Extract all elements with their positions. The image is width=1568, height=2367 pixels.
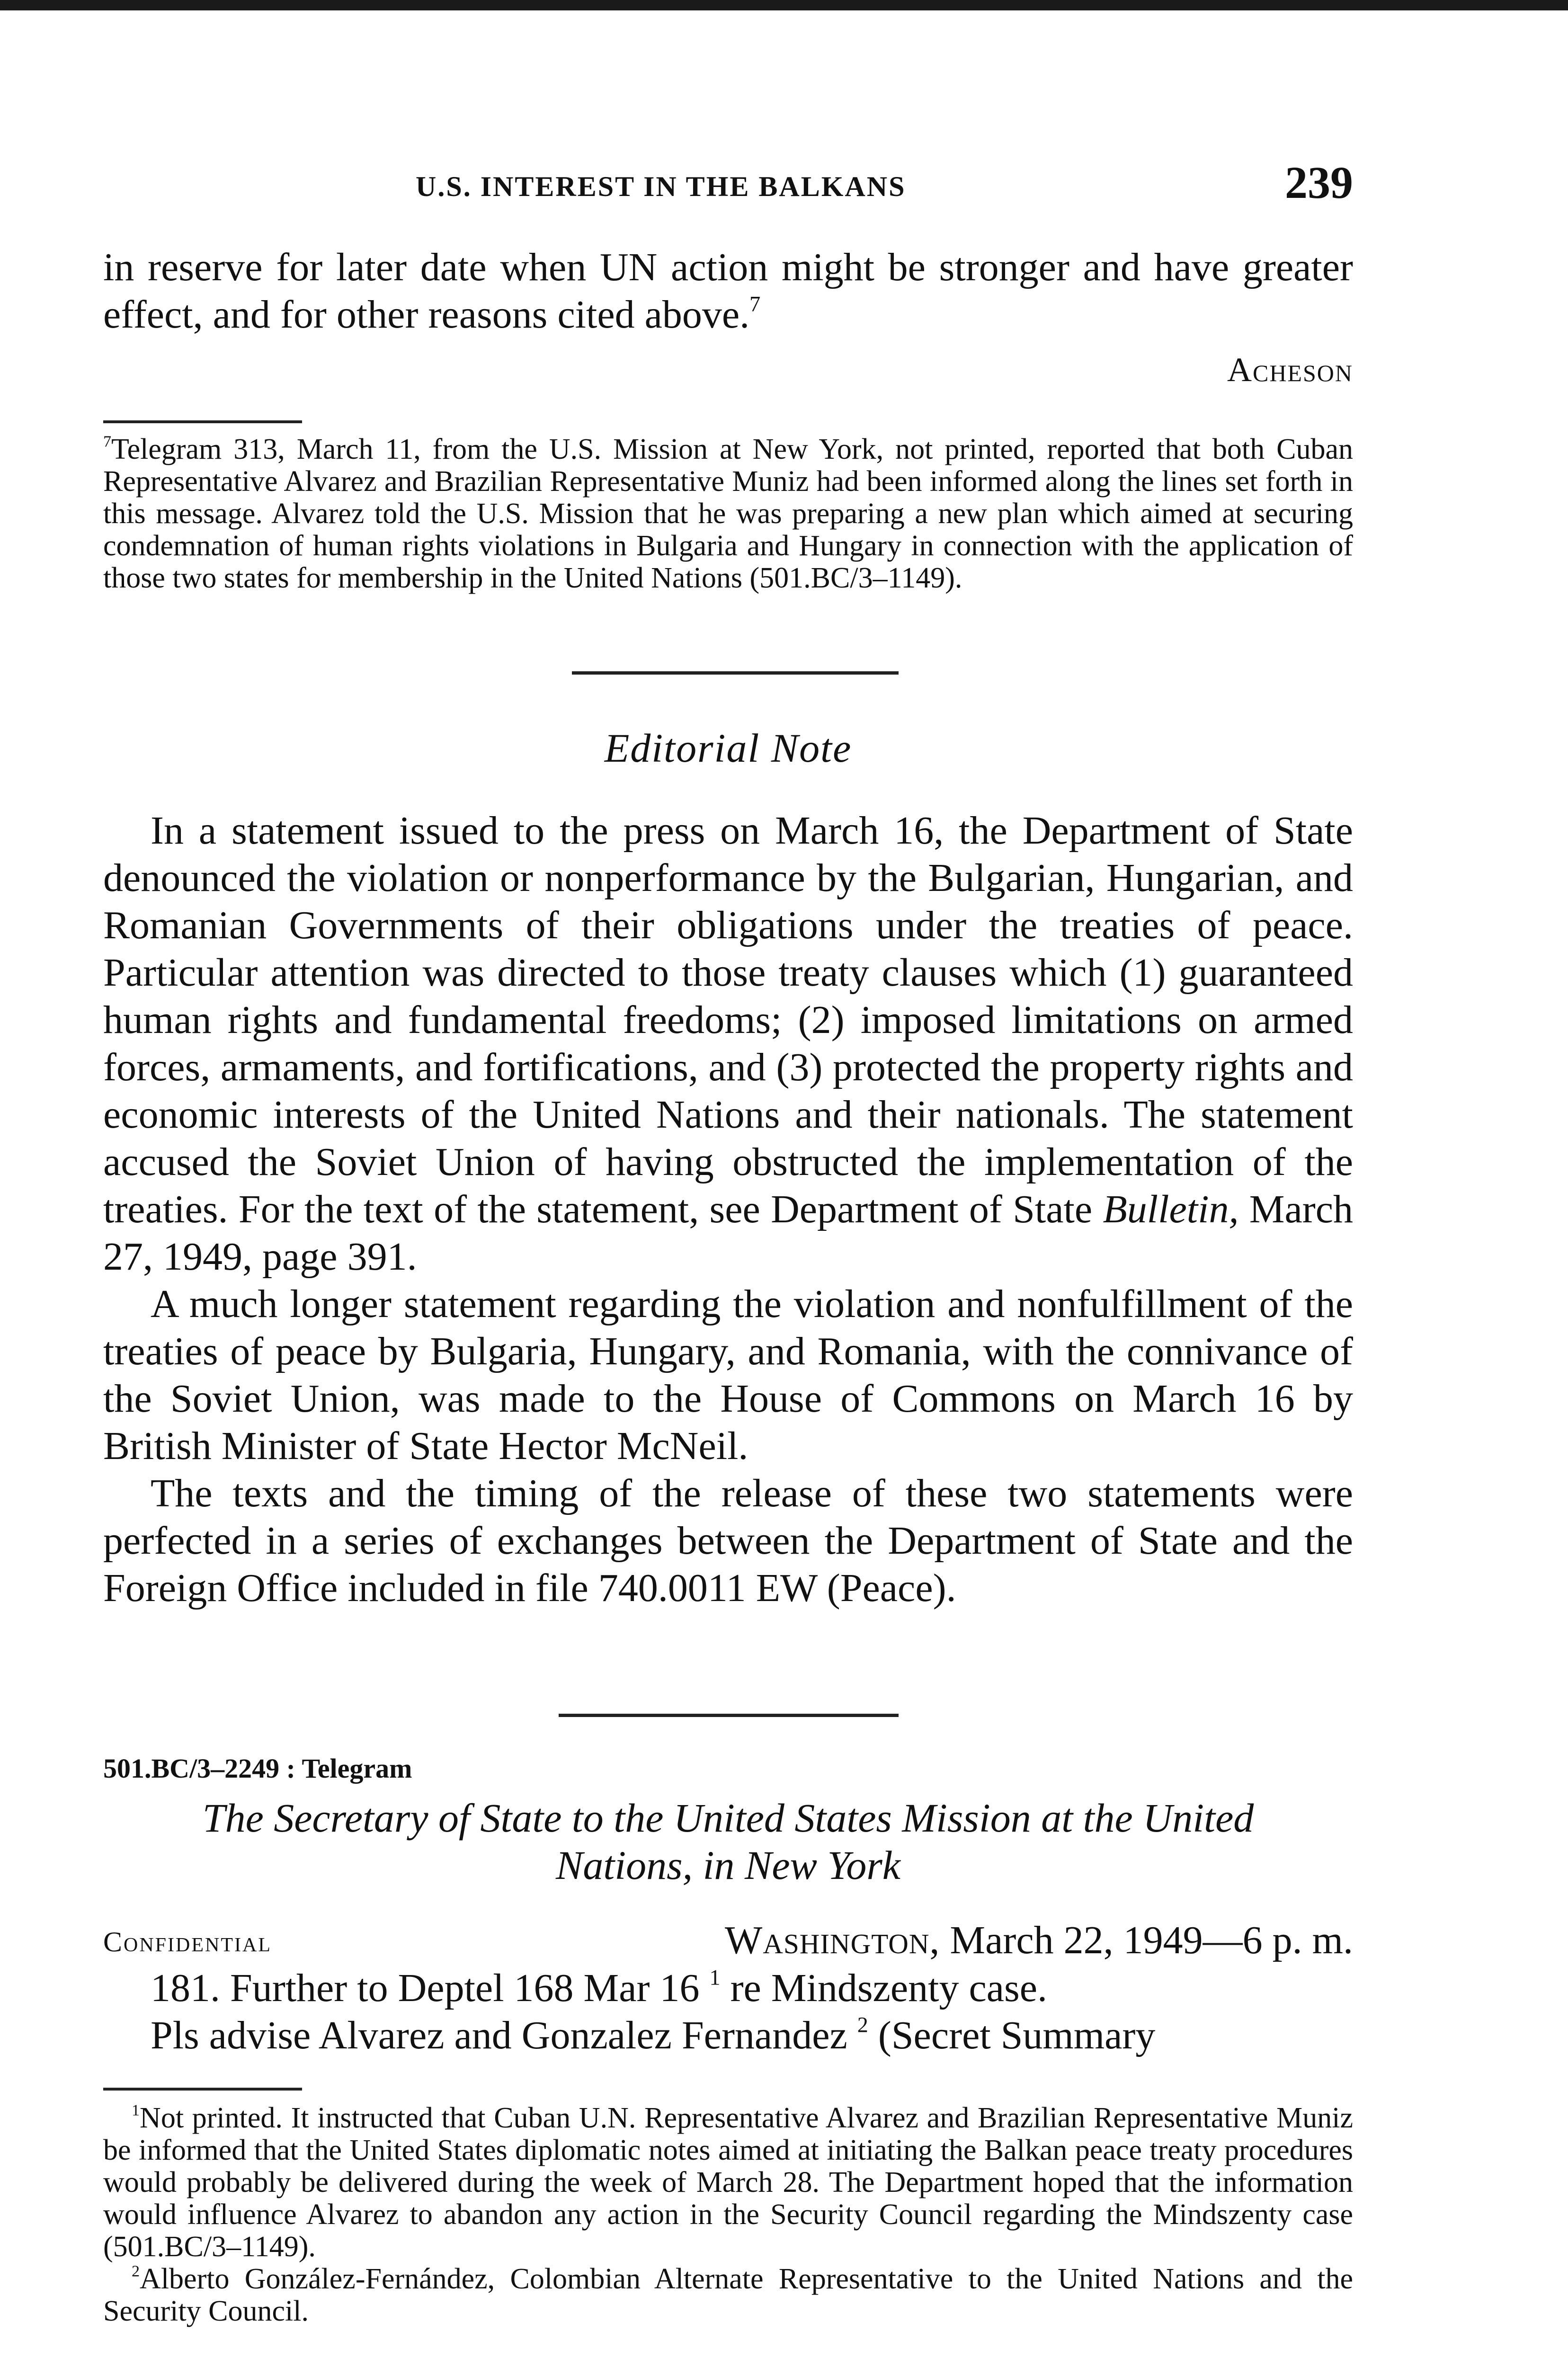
continued-paragraph (103, 244, 1353, 338)
footnote-1 (103, 2102, 1353, 2263)
editorial-paragraph-2: A much longer statement regarding the violation and nonfulfillment of the treaties of peace by Bulgaria, Hungary, and Romania, with the connivance of the Soviet Union, was made to the House of Commons on March 16 by British Minister of State Hector McNeil. (103, 1282, 1353, 1468)
section-divider (572, 671, 899, 675)
bulletin-title: Bulletin, (1103, 1187, 1239, 1231)
document-title (103, 1794, 1353, 1889)
footnote-2 (103, 2263, 1353, 2327)
footnote-1-marker: 1 (132, 2101, 140, 2119)
section-divider (559, 1714, 899, 1717)
footnote-1-text: Not printed. It instructed that Cuban U.N. Representative Alvarez and Brazilian Representative Muniz be informed that the United States diplomatic notes aimed at initiating the Balkan peace treaty procedures would probably be delivered during the week of March 28. The Department hoped that the information would influence Alvarez to abandon any action in the Security Council regarding the Mindszenty case (501.BC/3–1149). (103, 2102, 1353, 2263)
footnote-7-marker: 7 (103, 433, 112, 451)
dateline-date: March 22, 1949—6 p. m. (950, 1918, 1353, 1962)
footnotes-bottom (103, 2102, 1353, 2327)
running-title: U.S. INTEREST IN THE BALKANS (416, 171, 906, 202)
editorial-p1-text: In a statement issued to the press on March 16, the Department of State denounced the violation or nonperformance by the Bulgarian, Hungarian, and Romanian Governments of their obligations under the treaties of peace. Particular attention was directed to those treaty clauses which (1) guaranteed human rights and fundamental freedoms; (2) imposed limitations on armed forces, armaments, and fortifications, and (3) protected the property rights and economic interests of the United Nations and their nationals. The statement accused the Soviet Union of having obstructed the implementation of the treaties. For the text of the statement, see Department of State (103, 809, 1353, 1231)
document-title-line-2: Nations, in New York (556, 1842, 900, 1888)
footnote-ref-1: 1 (709, 1965, 721, 1990)
telegram-p2-text: Pls advise Alvarez and Gonzalez Fernandez (151, 2013, 847, 2057)
footnote-7-text: Telegram 313, March 11, from the U.S. Mission at New York, not printed, reported that both Cuban Representative Alvarez and Brazilian Representative Muniz had been informed along the lines set forth in this message. Alvarez told the U.S. Mission that he was preparing a new plan which aimed at securing condemnation of human rights violations in Bulgaria and Hungary in connection with the application of those two states for membership in the United Nations (501.BC/3–1149). (103, 433, 1353, 594)
footnote-7 (103, 433, 1353, 594)
footnote-2-marker: 2 (132, 2262, 140, 2280)
footnote-ref-2: 2 (857, 2012, 868, 2037)
telegram-p1-text: 181. Further to Deptel 168 Mar 16 (151, 1966, 700, 2010)
editorial-note-body (103, 807, 1353, 1612)
editorial-p1-citation: March 27, 1949, page 391. (103, 1187, 1354, 1279)
editorial-paragraph-1 (103, 807, 1353, 1281)
dateline-place: Washington, (725, 1918, 940, 1962)
footnote-rule (103, 420, 302, 423)
telegram-body (103, 1965, 1353, 2059)
telegram-p1-text-end: re Mindszenty case. (730, 1966, 1047, 2010)
footnote-rule (103, 2088, 302, 2091)
continued-text: in reserve for later date when UN action might be stronger and have greater effect, and for other reasons cited above. (103, 245, 1353, 337)
document-reference: 501.BC/3–2249 : Telegram (103, 1753, 412, 1784)
dateline (725, 1917, 1353, 1963)
telegram-paragraph-1 (103, 1965, 1353, 2012)
editorial-note-title: Editorial Note (604, 725, 852, 771)
running-head (103, 156, 1353, 213)
footnote-2-text: Alberto González-Fernández, Colombian Alternate Representative to the United Nations and the Security Council. (103, 2263, 1353, 2327)
classification: Confidential (103, 1926, 272, 1958)
telegram-paragraph-2 (103, 2012, 1353, 2059)
signature: Acheson (1227, 351, 1353, 389)
editorial-paragraph-3: The texts and the timing of the release of these two statements were perfected in a series of exchanges between the Department of State and the Foreign Office included in file 740.0011 EW (Peace). (103, 1471, 1353, 1610)
document-title-line-1: The Secretary of State to the United States Mission at the United (202, 1795, 1254, 1841)
footnote-ref-7: 7 (749, 292, 761, 316)
telegram-p2-text-end: (Secret Summary (878, 2013, 1156, 2057)
top-border (0, 0, 1568, 10)
page-number: 239 (1285, 157, 1353, 208)
